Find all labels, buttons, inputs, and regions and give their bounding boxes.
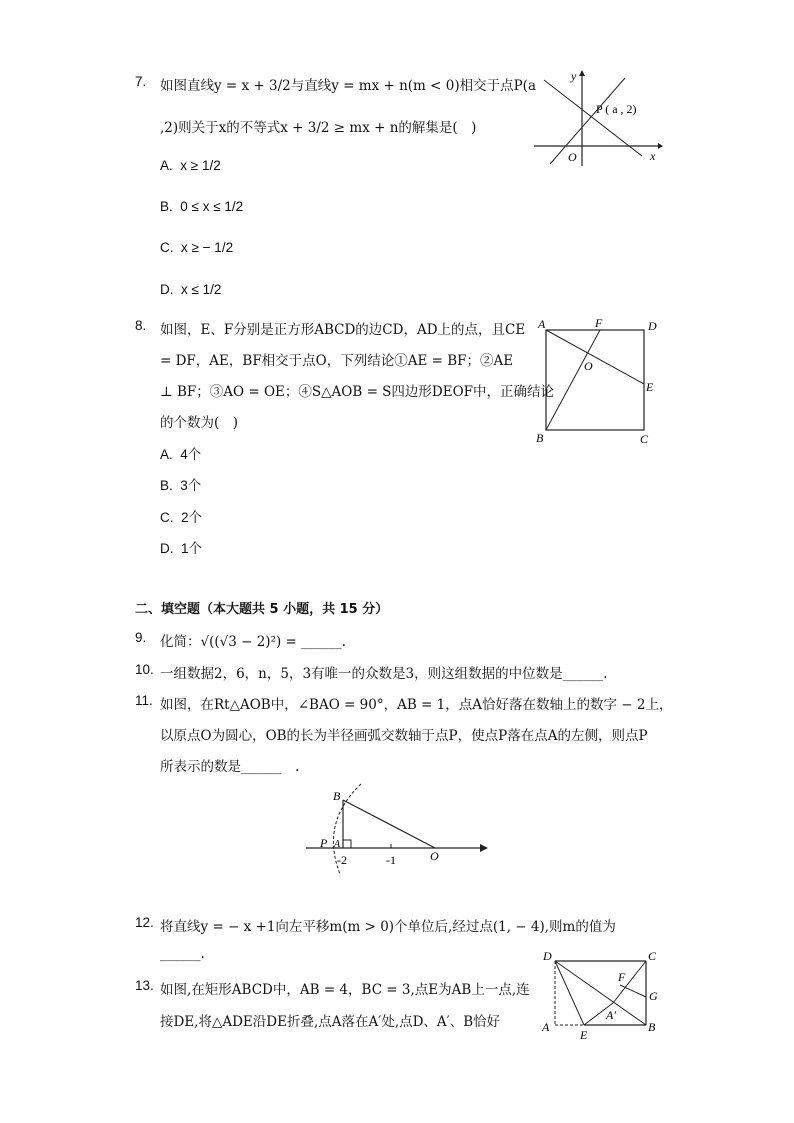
section-heading: 二、填空题（本大题共 5 小题，共 15 分） — [135, 602, 389, 617]
question-text-line: ______. — [160, 946, 205, 962]
option-b[interactable] — [160, 474, 201, 494]
q7-graph-figure — [530, 64, 665, 170]
vertex-label-c: C — [640, 432, 649, 446]
option-b[interactable] — [160, 199, 243, 214]
question-text-line: 所表示的数是______ . — [160, 759, 300, 775]
option-text: 4个 — [180, 447, 202, 462]
tick-label: -1 — [386, 853, 396, 867]
option-label: B. — [160, 478, 173, 493]
option-a[interactable] — [160, 158, 221, 173]
question-text-line: 一组数据2，6，n，5，3有唯一的众数是3，则这组数据的中位数是______. — [160, 666, 608, 682]
vertex-label-d: D — [648, 319, 657, 333]
point-label-f: F — [618, 970, 626, 984]
option-c[interactable] — [160, 506, 202, 526]
point-label-p: P — [320, 836, 328, 850]
option-label: D. — [160, 282, 174, 297]
question-number: 11. — [135, 693, 153, 708]
point-label-a: A — [334, 839, 341, 850]
vertex-label-c: C — [648, 949, 657, 963]
y-axis-label: y — [571, 69, 577, 83]
option-d[interactable] — [160, 282, 221, 297]
question-number: 7. — [135, 74, 147, 89]
vertex-label-d: D — [543, 949, 552, 963]
q11-number-line-figure — [300, 778, 495, 876]
question-number: 8. — [135, 318, 147, 333]
q13-rectangle-figure — [538, 945, 668, 1045]
question-text-line: 如图直线y = x + 3/2与直线y = mx + n(m < 0)相交于点P(a — [160, 78, 536, 94]
option-text: 2个 — [181, 510, 203, 525]
q8-square-figure — [530, 312, 670, 450]
x-axis-label: x — [650, 149, 656, 163]
option-text: 1个 — [181, 541, 203, 556]
question-text-line: ,2)则关于x的不等式x + 3/2 ≥ mx + n的解集是( ) — [160, 120, 477, 136]
question-number: 9. — [135, 630, 147, 645]
origin-label: O — [430, 849, 439, 863]
option-label: C. — [160, 240, 174, 255]
option-c[interactable] — [160, 240, 233, 255]
question-text-line: 如图，在Rt△AOB中，∠BAO = 90°，AB = 1，点A恰好落在数轴上的数字 − 2上， — [160, 697, 673, 713]
question-text-line: 化简：√((√3 − 2)²) = ______. — [160, 634, 346, 650]
question-text-line: ⊥ BF；③AO = OE；④S△AOB = S四边形DEOF中，正确结论 — [160, 384, 555, 400]
option-text: x ≤ 1/2 — [181, 282, 222, 297]
tick-label: -2 — [337, 853, 347, 867]
point-label-o: O — [584, 359, 593, 373]
point-label-a-prime: A′ — [606, 1008, 616, 1022]
question-number: 10. — [135, 662, 154, 677]
question-text-line: 将直线y = − x +1向左平移m(m > 0)个单位后,经过点(1, − 4),则m的值为 — [160, 919, 616, 935]
question-text-line: 的个数为( ) — [160, 415, 239, 431]
option-d[interactable] — [160, 537, 202, 557]
vertex-label-b: B — [648, 1020, 656, 1034]
origin-label: O — [568, 150, 577, 164]
option-text: 0 ≤ x ≤ 1/2 — [180, 199, 244, 214]
question-text-line: = DF，AE，BF相交于点O，下列结论①AE = BF；②AE — [160, 353, 514, 369]
option-label: A. — [160, 447, 173, 462]
point-label-e: E — [646, 380, 654, 394]
point-p-label: P ( a , 2) — [596, 102, 637, 116]
point-label-g: G — [649, 989, 658, 1003]
vertex-label-a: A — [542, 1020, 550, 1034]
option-text: x ≥ − 1/2 — [181, 240, 234, 255]
vertex-label-a: A — [538, 317, 546, 331]
option-text: 3个 — [180, 478, 202, 493]
point-label-b: B — [333, 789, 341, 803]
option-text: x ≥ 1/2 — [180, 158, 221, 173]
option-label: D. — [160, 541, 174, 556]
question-text-line: 以原点O为圆心，OB的长为半径画弧交数轴于点P，使点P落在点A的左侧，则点P — [160, 728, 648, 744]
question-text-line: 接DE,将△ADE沿DE折叠,点A落在A′处,点D、A′、B恰好 — [160, 1014, 501, 1030]
option-label: B. — [160, 199, 173, 214]
question-text-line: 如图，E、F分别是正方形ABCD的边CD，AD上的点，且CE — [160, 322, 526, 338]
option-label: C. — [160, 510, 174, 525]
question-text-line: 如图,在矩形ABCD中，AB = 4，BC = 3,点E为AB上一点,连 — [160, 982, 530, 998]
point-label-f: F — [595, 316, 603, 330]
vertex-label-b: B — [536, 431, 544, 445]
question-number: 13. — [135, 978, 154, 993]
question-number: 12. — [135, 915, 154, 930]
point-label-e: E — [580, 1028, 588, 1042]
option-label: A. — [160, 158, 173, 173]
option-a[interactable] — [160, 443, 201, 463]
